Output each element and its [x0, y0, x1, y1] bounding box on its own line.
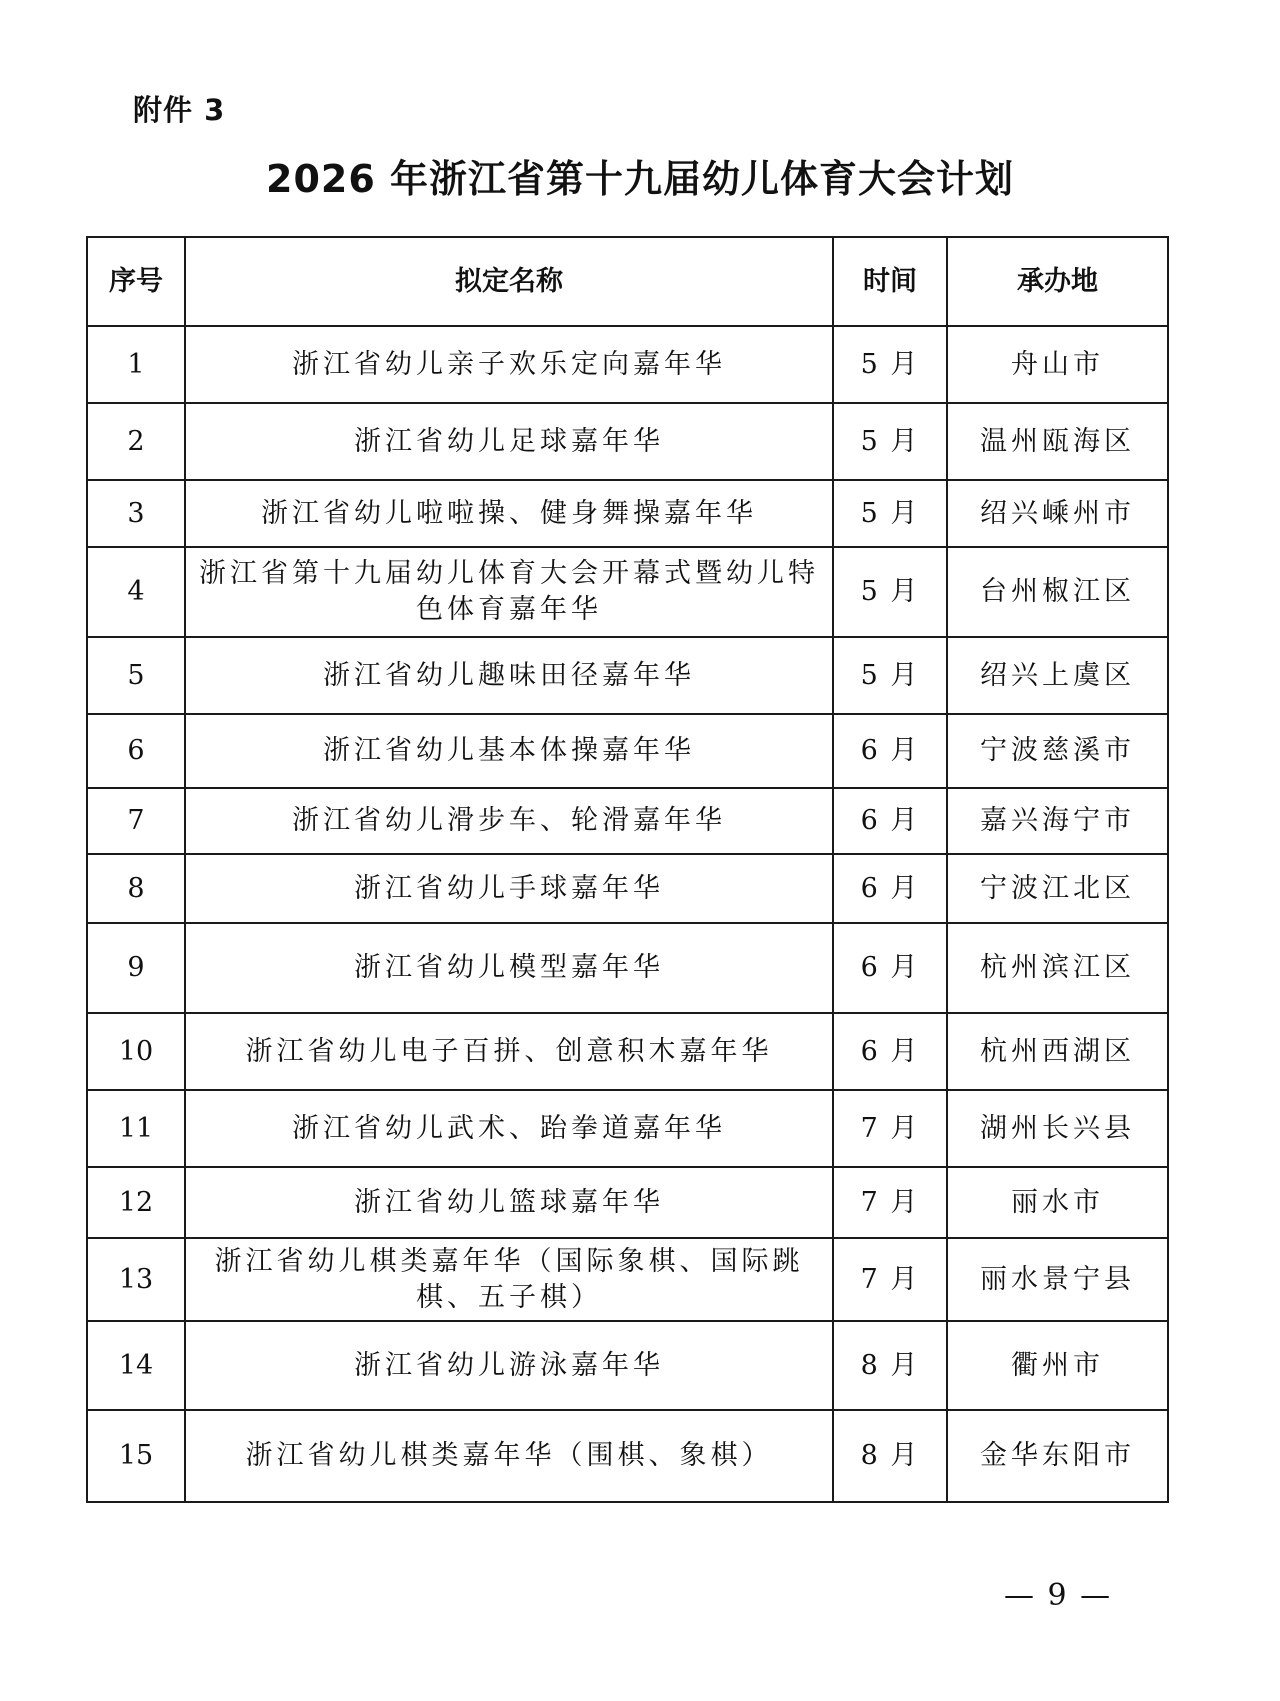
event-name: 浙江省幼儿武术、跆拳道嘉年华 — [185, 1090, 833, 1167]
host-place: 宁波慈溪市 — [947, 714, 1168, 788]
page-title: 2026 年浙江省第十九届幼儿体育大会计划 — [266, 157, 1014, 201]
host-place: 温州瓯海区 — [947, 403, 1168, 480]
host-place: 台州椒江区 — [947, 547, 1168, 637]
host-place: 杭州西湖区 — [947, 1013, 1168, 1090]
header-time: 时间 — [833, 237, 947, 326]
event-name: 浙江省幼儿亲子欢乐定向嘉年华 — [185, 326, 833, 403]
row-number: 11 — [87, 1090, 185, 1167]
table-row — [87, 403, 1168, 480]
host-place: 绍兴嵊州市 — [947, 480, 1168, 547]
host-place: 衢州市 — [947, 1321, 1168, 1410]
table-row — [87, 637, 1168, 714]
row-number: 15 — [87, 1410, 185, 1502]
host-place: 丽水市 — [947, 1167, 1168, 1238]
header-name: 拟定名称 — [185, 237, 833, 326]
table-row — [87, 1167, 1168, 1238]
event-time: 5 月 — [833, 403, 947, 480]
event-time: 5 月 — [833, 480, 947, 547]
event-name: 浙江省幼儿滑步车、轮滑嘉年华 — [185, 788, 833, 854]
host-place: 宁波江北区 — [947, 854, 1168, 923]
page-number: — 9 — — [1004, 1578, 1113, 1613]
event-time: 6 月 — [833, 714, 947, 788]
row-number: 3 — [87, 480, 185, 547]
event-time: 7 月 — [833, 1238, 947, 1321]
host-place: 绍兴上虞区 — [947, 637, 1168, 714]
event-name: 浙江省幼儿棋类嘉年华（国际象棋、国际跳棋、五子棋） — [185, 1238, 833, 1321]
host-place: 杭州滨江区 — [947, 923, 1168, 1013]
event-time: 6 月 — [833, 854, 947, 923]
row-number: 6 — [87, 714, 185, 788]
header-number: 序号 — [87, 237, 185, 326]
event-name: 浙江省幼儿手球嘉年华 — [185, 854, 833, 923]
row-number: 4 — [87, 547, 185, 637]
table-row — [87, 788, 1168, 854]
event-time: 7 月 — [833, 1167, 947, 1238]
event-name: 浙江省第十九届幼儿体育大会开幕式暨幼儿特色体育嘉年华 — [185, 547, 833, 637]
event-time: 5 月 — [833, 326, 947, 403]
table-row — [87, 714, 1168, 788]
event-time: 6 月 — [833, 923, 947, 1013]
event-name: 浙江省幼儿游泳嘉年华 — [185, 1321, 833, 1410]
row-number: 9 — [87, 923, 185, 1013]
event-time: 6 月 — [833, 1013, 947, 1090]
table-header-row — [87, 237, 1168, 326]
event-name: 浙江省幼儿趣味田径嘉年华 — [185, 637, 833, 714]
event-name: 浙江省幼儿啦啦操、健身舞操嘉年华 — [185, 480, 833, 547]
header-host: 承办地 — [947, 237, 1168, 326]
table-row — [87, 1321, 1168, 1410]
row-number: 1 — [87, 326, 185, 403]
row-number: 12 — [87, 1167, 185, 1238]
plan-table — [86, 236, 1169, 1503]
event-name: 浙江省幼儿模型嘉年华 — [185, 923, 833, 1013]
table-row — [87, 480, 1168, 547]
row-number: 8 — [87, 854, 185, 923]
table-row — [87, 1090, 1168, 1167]
event-name: 浙江省幼儿基本体操嘉年华 — [185, 714, 833, 788]
event-name: 浙江省幼儿篮球嘉年华 — [185, 1167, 833, 1238]
event-time: 6 月 — [833, 788, 947, 854]
host-place: 湖州长兴县 — [947, 1090, 1168, 1167]
table-row — [87, 1410, 1168, 1502]
row-number: 13 — [87, 1238, 185, 1321]
host-place: 丽水景宁县 — [947, 1238, 1168, 1321]
row-number: 2 — [87, 403, 185, 480]
event-name: 浙江省幼儿足球嘉年华 — [185, 403, 833, 480]
table-row — [87, 1238, 1168, 1321]
row-number: 7 — [87, 788, 185, 854]
event-name: 浙江省幼儿电子百拼、创意积木嘉年华 — [185, 1013, 833, 1090]
event-time: 5 月 — [833, 547, 947, 637]
row-number: 5 — [87, 637, 185, 714]
table-row — [87, 326, 1168, 403]
table-row — [87, 1013, 1168, 1090]
row-number: 14 — [87, 1321, 185, 1410]
host-place: 舟山市 — [947, 326, 1168, 403]
table-row — [87, 547, 1168, 637]
event-time: 7 月 — [833, 1090, 947, 1167]
event-time: 5 月 — [833, 637, 947, 714]
table-row — [87, 923, 1168, 1013]
row-number: 10 — [87, 1013, 185, 1090]
event-time: 8 月 — [833, 1321, 947, 1410]
host-place: 嘉兴海宁市 — [947, 788, 1168, 854]
table-row — [87, 854, 1168, 923]
host-place: 金华东阳市 — [947, 1410, 1168, 1502]
event-time: 8 月 — [833, 1410, 947, 1502]
attachment-label: 附件 3 — [133, 93, 226, 127]
event-name: 浙江省幼儿棋类嘉年华（围棋、象棋） — [185, 1410, 833, 1502]
